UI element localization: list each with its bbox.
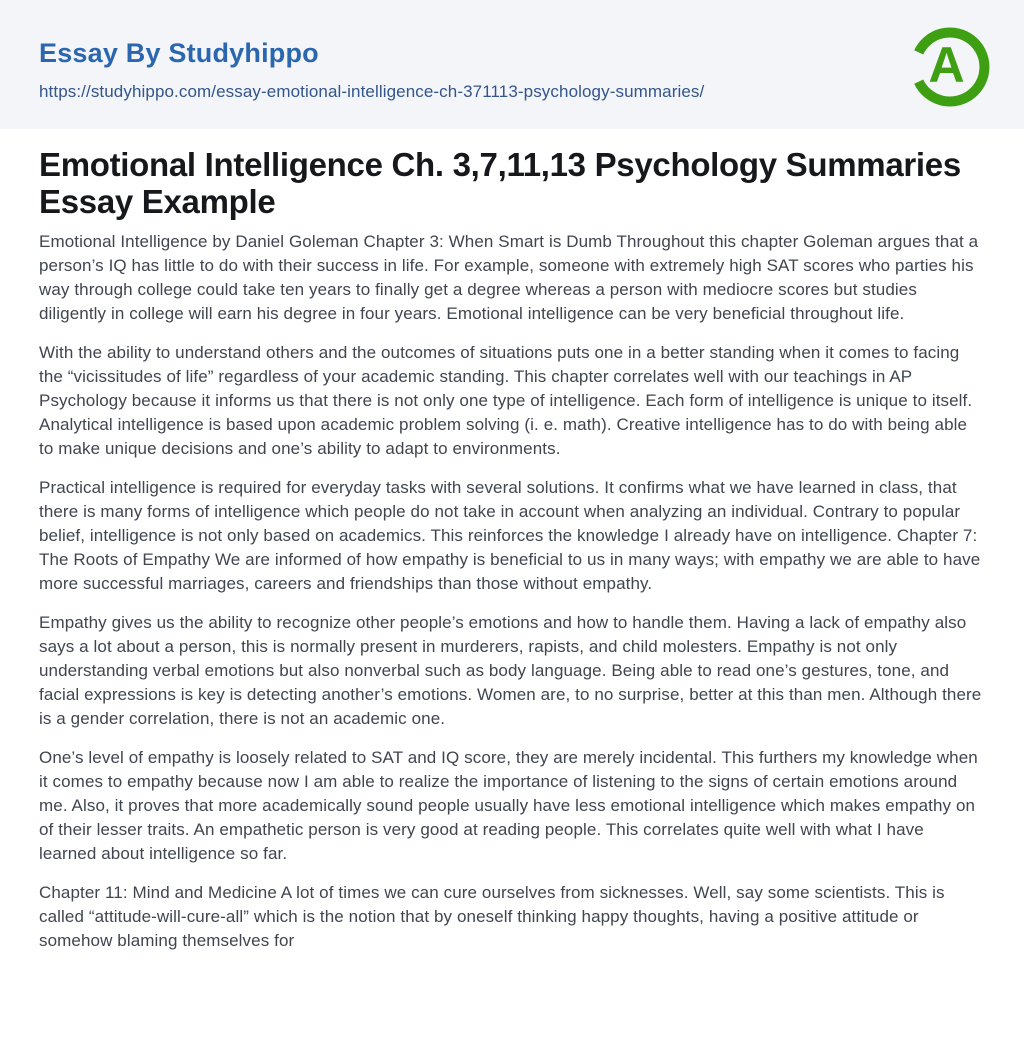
site-title: Essay By Studyhippo xyxy=(39,37,319,68)
source-url-link[interactable]: https://studyhippo.com/essay-emotional-intelligence-ch-371113-psychology-summaries/ xyxy=(39,81,705,101)
essay-title: Emotional Intelligence Ch. 3,7,11,13 Psychology Summaries Essay Example xyxy=(39,146,961,220)
studyhippo-logo-icon xyxy=(910,27,990,107)
essay-paragraph: With the ability to understand others and the outcomes of situations puts one in a better standing when it comes to facing the “vicissitudes of life” regardless of your academic standing. This chapter correlates well with our teachings in AP Psychology because it informs us that there is not only one type of intelligence. Each form of intelligence is unique to itself. Analytical intelligence is based upon academic problem solving (i. e. math). Creative intelligence has to do with being able to make unique decisions and one’s ability to adapt to environments. xyxy=(39,343,973,458)
essay-paragraph: Practical intelligence is required for everyday tasks with several solutions. It confirms what we have learned in class, that there is many forms of intelligence which people do not take in account when analyzing an individual. Contrary to popular belief, intelligence is not only based on academics. This reinforces the knowledge I already have on intelligence. Chapter 7: The Roots of Empathy We are informed of how empathy is beneficial to us in many ways; with empathy we are able to have more successful marriages, careers and friendships than those without empathy. xyxy=(39,478,981,593)
essay-paragraph: Emotional Intelligence by Daniel Goleman Chapter 3: When Smart is Dumb Throughout this chapter Goleman argues that a person’s IQ has little to do with their success in life. For example, someone with extremely high SAT scores who parties his way through college could take ten years to finally get a degree whereas a person with mediocre scores but studies diligently in college will earn his degree in four years. Emotional intelligence can be very beneficial throughout life. xyxy=(39,232,979,323)
essay-paragraph: One’s level of empathy is loosely related to SAT and IQ score, they are merely incidental. This furthers my knowledge when it comes to empathy because now I am able to realize the importance of listening to the signs of certain emotions around me. Also, it proves that more academically sound people usually have less emotional intelligence which makes empathy on of their lesser traits. An empathetic person is very good at reading people. This correlates quite well with what I have learned about intelligence so far. xyxy=(39,748,978,863)
essay-paragraph: Chapter 11: Mind and Medicine A lot of times we can cure ourselves from sicknesses. Well, say some scientists. This is called “attitude-will-cure-all” which is the notion that by oneself thinking happy thoughts, having a positive attitude or somehow blaming themselves for xyxy=(39,883,945,950)
logo-letter: A xyxy=(928,36,965,93)
page-header xyxy=(0,0,1024,129)
essay-content xyxy=(0,146,1024,953)
essay-paragraph: Empathy gives us the ability to recognize other people’s emotions and how to handle them. Having a lack of empathy also says a lot about a person, this is normally present in murderers, rapists, and child molesters. Empathy is not only understanding verbal emotions but also nonverbal such as body language. Being able to read one’s gestures, tone, and facial expressions is key is detecting another’s emotions. Women are, to no surprise, better at this than men. Although there is a gender correlation, there is not an academic one. xyxy=(39,613,982,728)
header-text-block xyxy=(39,28,704,102)
essay-body xyxy=(39,230,985,953)
